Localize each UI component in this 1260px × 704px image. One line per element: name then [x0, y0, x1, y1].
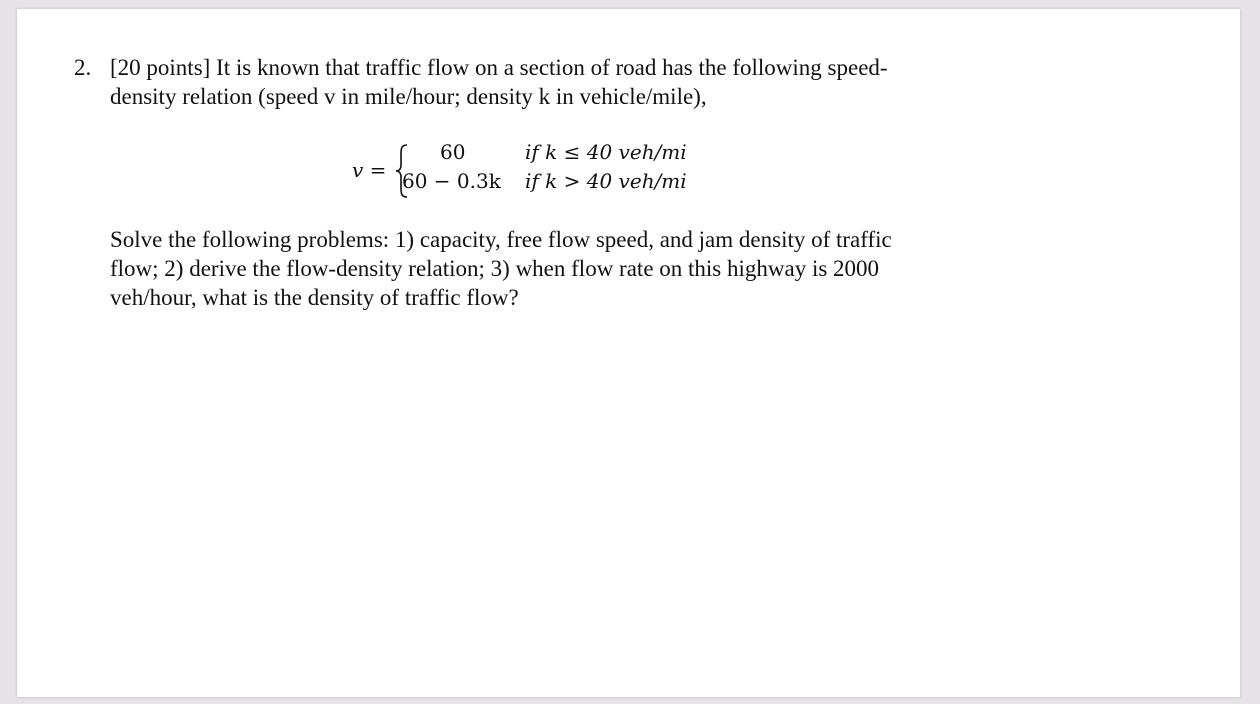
task-line-2: flow; 2) derive the flow-density relation; 3) when flow rate on this highway is 2000 — [110, 256, 880, 281]
case-2-condition-text: if k > 40 veh/mi — [525, 169, 687, 193]
case-1-expression: 60 — [440, 140, 466, 164]
case-1-condition — [525, 140, 687, 164]
question-intro-line-2: density relation (speed v in mile/hour; density k in vehicle/mile), — [110, 84, 707, 109]
case-2-expression: 60 − 0.3k — [402, 169, 501, 193]
question-intro-line-1: [20 points] It is known that traffic flow on a section of road has the following speed- — [110, 55, 888, 80]
task-line-1: Solve the following problems: 1) capacity, free flow speed, and jam density of traffic — [110, 227, 892, 252]
task-line-3: veh/hour, what is the density of traffic flow? — [110, 285, 519, 310]
case-1-condition-text: if k ≤ 40 veh/mi — [525, 140, 687, 164]
question-number: 2. — [74, 55, 92, 80]
case-2-condition — [525, 169, 687, 193]
equation-lhs — [352, 158, 386, 182]
equation-lhs-text: v = — [352, 158, 387, 182]
document-page — [17, 9, 1240, 697]
